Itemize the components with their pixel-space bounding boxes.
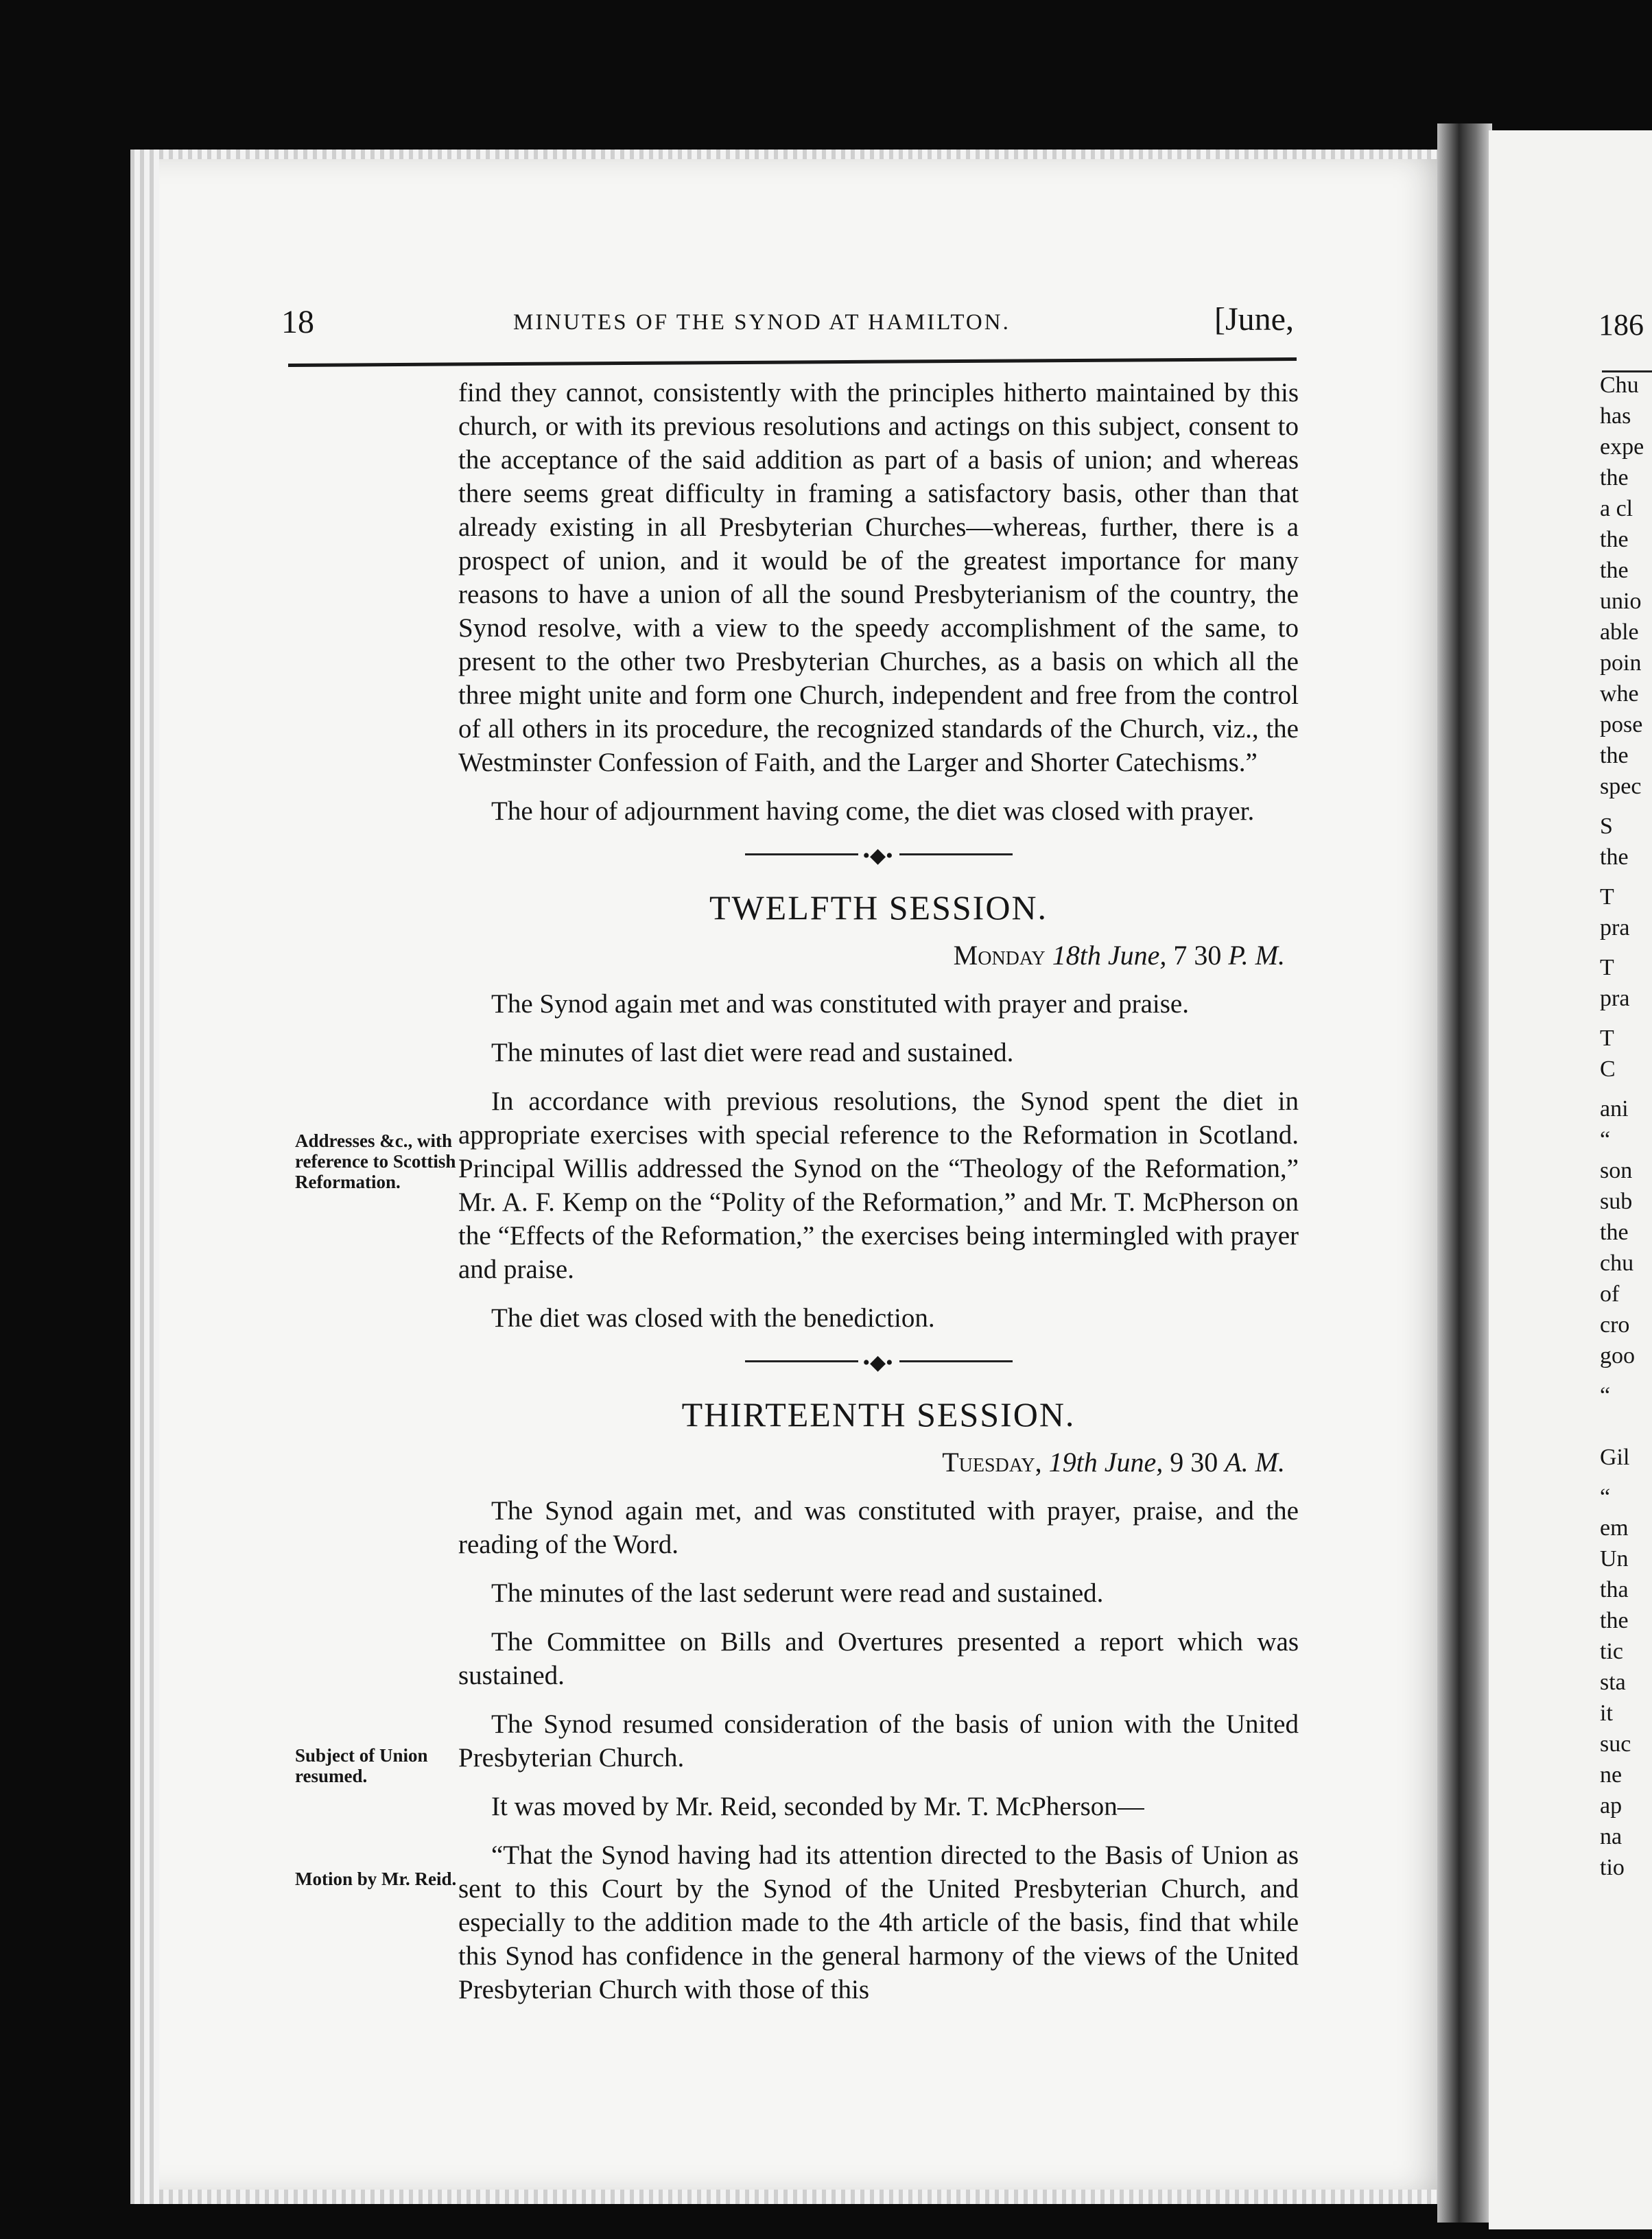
right-page-line-fragment: sub — [1600, 1189, 1633, 1214]
paragraph-s13-met: The Synod again met, and was constituted with prayer, praise, and the reading of the Word. — [458, 1496, 1299, 1559]
session-twelve-title: TWELFTH SESSION. — [709, 888, 1048, 927]
session-thirteen-ampm: A. M. — [1225, 1447, 1285, 1478]
right-page-line-fragment: “ — [1600, 1484, 1611, 1510]
right-page-line-fragment: poin — [1600, 650, 1642, 676]
right-page-line-fragment: Un — [1600, 1546, 1629, 1572]
session-twelve-ampm: P. M. — [1228, 940, 1285, 971]
paragraph-s13-basis: The Synod resumed consideration of the basis of union with the United Presbyterian Church. — [458, 1709, 1299, 1773]
right-page-line-fragment: na — [1600, 1824, 1622, 1849]
paragraph-s12-met: The Synod again met and was constituted with prayer and praise. — [491, 989, 1189, 1019]
paragraph-s13-motion: “That the Synod having had its attention directed to the Basis of Union as sent to this Court by the Synod of the United Presbyterian Church, and especially to the addition made to the 4th article of the basis, find that while this Synod has confidence in the general harmony of the views of the United Presbyterian Church with those of this — [458, 1840, 1299, 2004]
right-page-line-fragment: the — [1600, 844, 1629, 870]
margin-note-motion-reid: Motion by Mr. Reid. — [295, 1869, 457, 1889]
right-page-line-fragment: “ — [1600, 1127, 1611, 1152]
session-thirteen-date — [458, 1445, 1299, 1479]
right-page-line-fragment: S — [1600, 814, 1613, 839]
right-page-line-fragment: pra — [1600, 915, 1630, 940]
right-page-line-fragment: the — [1600, 1608, 1629, 1633]
right-page-line-fragment: spec — [1600, 774, 1642, 799]
right-page-line-fragment: able — [1600, 619, 1639, 645]
right-page-line-fragment: pra — [1600, 986, 1630, 1011]
right-page-line-fragment: cro — [1600, 1312, 1630, 1338]
session-twelve-day: Monday — [953, 940, 1046, 971]
running-title: MINUTES OF THE SYNOD AT HAMILTON. — [513, 310, 1011, 335]
right-page-line-fragment: “ — [1600, 1383, 1611, 1408]
running-month: [June, — [1214, 301, 1294, 337]
right-page-line-fragment: of — [1600, 1281, 1620, 1307]
right-page-line-fragment: a cl — [1600, 496, 1633, 521]
right-page-line-fragment: T — [1600, 1026, 1614, 1051]
session-thirteen-date-text: 19th June, — [1048, 1447, 1164, 1478]
right-page-line-fragment: tic — [1600, 1639, 1623, 1664]
right-page-line-fragment: tha — [1600, 1577, 1629, 1602]
right-page-line-fragment: expe — [1600, 434, 1644, 460]
paragraph-s12-benediction: The diet was closed with the benediction. — [491, 1303, 935, 1333]
paragraph-s13-minutes: The minutes of the last sederunt were read and sustained. — [491, 1578, 1104, 1608]
paragraph-adjournment: The hour of adjournment having come, the diet was closed with prayer. — [491, 796, 1255, 826]
margin-note-subject-union: Subject of Union resumed. — [295, 1745, 428, 1786]
right-page-line-fragment: goo — [1600, 1343, 1635, 1369]
right-page-line-fragment: em — [1600, 1515, 1629, 1541]
right-page-line-fragment: tio — [1600, 1855, 1625, 1880]
book-gutter — [1437, 123, 1492, 2223]
right-page-line-fragment: sta — [1600, 1670, 1626, 1695]
section-ornament: •◆• — [745, 1354, 1013, 1368]
right-page-line-fragment: ne — [1600, 1762, 1622, 1788]
right-page-line-fragment: suc — [1600, 1731, 1631, 1757]
right-page-line-fragment: chu — [1600, 1251, 1634, 1276]
right-page-line-fragment: unio — [1600, 589, 1642, 614]
session-twelve-date — [458, 938, 1299, 972]
right-page-line-fragment: son — [1600, 1158, 1633, 1183]
margin-note-addresses: Addresses &c., with reference to Scottish Reformation. — [295, 1130, 456, 1192]
section-ornament: •◆• — [745, 847, 1013, 861]
right-page-line-fragment: ap — [1600, 1793, 1622, 1819]
right-page-line-fragment: has — [1600, 403, 1631, 429]
right-page-line-fragment: Gil — [1600, 1445, 1630, 1470]
right-page-line-fragment: the — [1600, 527, 1629, 552]
session-thirteen-title: THIRTEENTH SESSION. — [681, 1395, 1076, 1434]
paragraph-quote-end: find they cannot, consistently with the principles hitherto maintained by this church, or with its previous resolutions and actings on this subject, consent to the acceptance of the said addition as part of a basis of union; and whereas there seems great difficulty in framing a satisfactory basis, other than that already existing in all Presbyterian Churches—whereas, further, there is a prospect of union, and it would be of the greatest importance for many reasons to have a union of all the sound Presbyterianism of the country, the Synod resolve, with a view to the speedy accomplishment of the same, to present to the other two Presbyterian Churches, as a basis on which all the three might unite and form one Church, independent and free from the control of all others in its procedure, the recognized standards of the Church, viz., the Westminster Confession of Faith, and the Larger and Shorter Catechisms.” — [458, 378, 1299, 777]
right-page-line-fragment: the — [1600, 1220, 1629, 1245]
paragraph-s13-moved: It was moved by Mr. Reid, seconded by Mr. T. McPherson— — [491, 1792, 1144, 1821]
right-page-line-fragment: the — [1600, 743, 1629, 768]
session-twelve-time: 7 30 — [1173, 940, 1222, 971]
right-page-line-fragment: it — [1600, 1701, 1613, 1726]
right-page-line-fragment: ani — [1600, 1096, 1629, 1122]
paragraph-s12-reformation: In accordance with previous resolutions, the Synod spent the diet in appropriate exercises with special reference to the Reformation in Scotland. Principal Willis addressed the Synod on the “Theology of the Reformation,” Mr. A. F. Kemp on the “Polity of the Reformation,” and Mr. T. McPherson on the “Effects of the Reformation,” the exercises being intermingled with prayer and praise. — [458, 1087, 1299, 1284]
session-thirteen-day: Tuesday, — [942, 1447, 1042, 1478]
right-page-line-fragment: Chu — [1600, 372, 1639, 398]
paragraph-s12-minutes: The minutes of last diet were read and sustained. — [491, 1038, 1014, 1067]
page-number: 18 — [281, 304, 314, 340]
session-thirteen-time: 9 30 — [1170, 1447, 1218, 1478]
right-page-line-fragment: pose — [1600, 712, 1643, 737]
right-page-line-fragment: T — [1600, 955, 1614, 980]
session-twelve-date-text: 18th June, — [1052, 940, 1167, 971]
right-page-line-fragment: C — [1600, 1056, 1616, 1082]
right-page-line-fragment: the — [1600, 558, 1629, 583]
body-text — [458, 376, 1299, 2022]
paragraph-s13-committee: The Committee on Bills and Overtures presented a report which was sustained. — [458, 1627, 1299, 1690]
right-page-line-fragment: T — [1600, 884, 1614, 910]
right-page-number: 186 — [1598, 308, 1644, 342]
right-page-line-fragment: whe — [1600, 681, 1639, 707]
right-page-line-fragment: the — [1600, 465, 1629, 490]
